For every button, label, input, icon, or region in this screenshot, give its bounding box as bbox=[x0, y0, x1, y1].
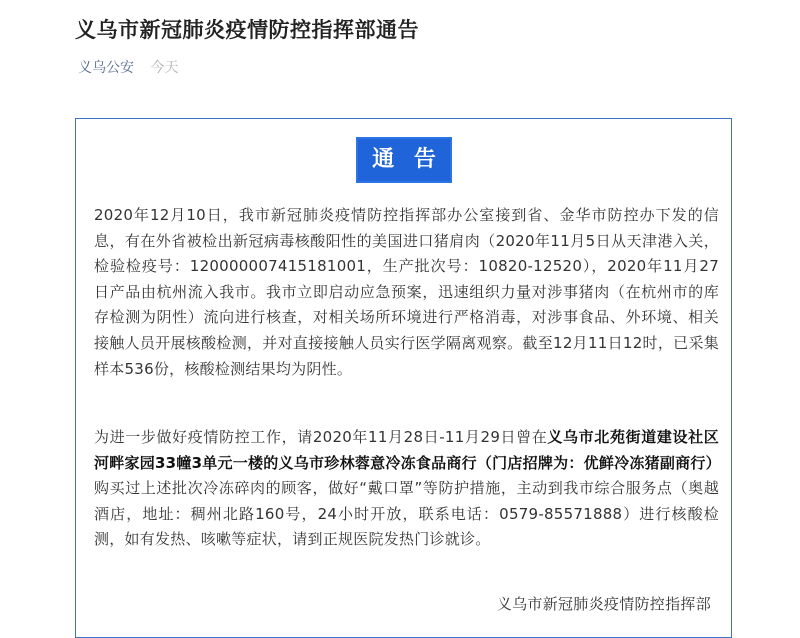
paragraph-2-location: 义乌市北苑街道建设社区河畔家园33幢3单元一楼的义乌市珍林蓉意冷冻食品商行（门店招牌为：优鲜冷冻猪副商行） bbox=[94, 428, 721, 472]
notice-badge: 通 告 bbox=[356, 137, 452, 183]
notice-paragraph-2 bbox=[94, 425, 719, 553]
article-title: 义乌市新冠肺炎疫情防控指挥部通告 bbox=[75, 18, 419, 42]
paragraph-2-instructions: 购买过上述批次冷冻碎肉的顾客，做好“戴口罩”等防护措施，主动到我市综合服务点（奥越酒店，地址：稠州北路160号，24小时开放，联系电话：0579-85571888）进行核酸检测，如有发热、咳嗽等症状，请到正规医院发热门诊就诊。 bbox=[94, 479, 719, 549]
publish-date: 今天 bbox=[150, 60, 179, 76]
article-meta bbox=[78, 57, 178, 77]
signature: 义乌市新冠肺炎疫情防控指挥部 bbox=[496, 595, 711, 613]
notice-box bbox=[75, 118, 732, 638]
author-link[interactable]: 义乌公安 bbox=[78, 60, 134, 76]
paragraph-2-intro: 为进一步做好疫情防控工作，请2020年11月28日-11月29日曾在 bbox=[94, 428, 548, 446]
notice-paragraph-1: 2020年12月10日，我市新冠肺炎疫情防控指挥部办公室接到省、金华市防控办下发的信息，有在外省被检出新冠病毒核酸阳性的美国进口猪肩肉（2020年11月5日从天津港入关，检验检疫号：120000007415181001，生产批次号：10820-12520），2020年11月27日产品由杭州流入我市。我市立即启动应急预案，迅速组织力量对涉事猪肉（在杭州市的库存检测为阴性）流向进行核查，对相关场所环境进行严格消毒，对涉事食品、外环境、相关接触人员开展核酸检测，并对直接接触人员实行医学隔离观察。截至12月11日12时，已采集样本536份，核酸检测结果均为阴性。 bbox=[94, 206, 719, 378]
